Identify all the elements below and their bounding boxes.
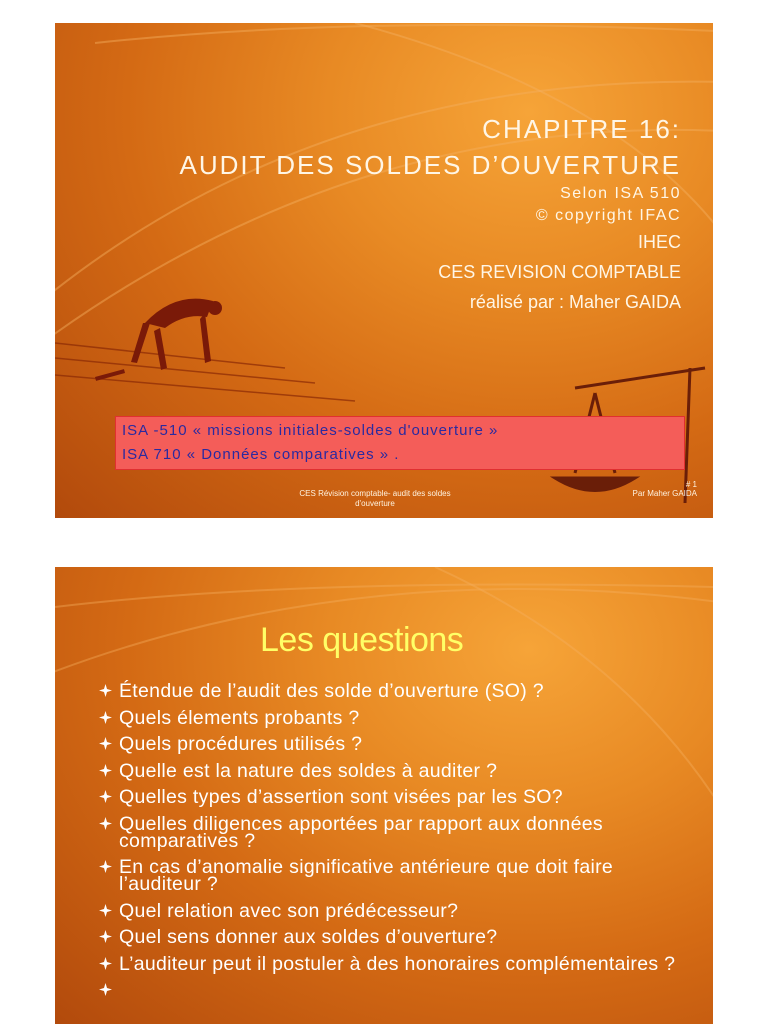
author-line: réalisé par : Maher GAIDA bbox=[469, 292, 681, 312]
question-text: Quelles types d’assertion sont visées par les SO? bbox=[119, 786, 563, 808]
isa-710-line: ISA 710 « Données comparatives » . bbox=[122, 446, 400, 463]
list-item bbox=[99, 680, 699, 702]
copyright-line: © copyright IFAC bbox=[535, 207, 681, 224]
isa-510-line: ISA -510 « missions initiales-soldes d'ouverture » bbox=[122, 422, 499, 439]
footer-author: Par Maher GAIDA bbox=[632, 489, 697, 498]
list-item bbox=[99, 759, 699, 782]
question-text: Quels élements probants ? bbox=[119, 706, 360, 729]
question-text: L’auditeur peut il postuler à des honoraires complémentaires ? bbox=[119, 952, 676, 975]
arrow-bullet-icon bbox=[99, 711, 112, 724]
list-item bbox=[99, 706, 699, 729]
standard-reference: Selon ISA 510 bbox=[560, 185, 681, 202]
arrow-bullet-icon bbox=[99, 930, 112, 943]
slide-footer-caption bbox=[255, 489, 495, 509]
arrow-bullet-icon bbox=[99, 957, 112, 970]
arrow-bullet-icon bbox=[99, 983, 112, 996]
title-slide bbox=[55, 23, 713, 518]
question-text: Quelle est la nature des soldes à auditer ? bbox=[119, 759, 498, 782]
question-text: Quel relation avec son prédécesseur? bbox=[119, 899, 459, 922]
arrow-bullet-icon bbox=[99, 764, 112, 777]
questions-slide bbox=[55, 567, 713, 1024]
list-item bbox=[99, 812, 699, 852]
question-text: Quel sens donner aux soldes d’ouverture? bbox=[119, 926, 498, 948]
arrow-bullet-icon bbox=[99, 790, 112, 803]
arrow-bullet-icon bbox=[99, 737, 112, 750]
arrow-bullet-icon bbox=[99, 860, 112, 873]
slide-number: # 1 bbox=[685, 480, 697, 489]
arrow-bullet-icon bbox=[99, 684, 112, 697]
question-text: Quels procédures utilisés ? bbox=[119, 733, 363, 755]
list-item bbox=[99, 786, 699, 808]
question-text: En cas d’anomalie significative antérieure que doit faire l’auditeur ? bbox=[119, 856, 614, 895]
chapter-title: CHAPITRE 16: bbox=[482, 114, 681, 144]
title-block bbox=[180, 111, 681, 317]
list-item bbox=[99, 952, 699, 975]
footer-caption-line2: d'ouverture bbox=[355, 499, 395, 508]
list-item bbox=[99, 899, 699, 922]
footer-caption-line1: CES Révision comptable- audit des soldes bbox=[299, 489, 451, 498]
list-item bbox=[99, 856, 699, 895]
question-text: Quelles diligences apportées par rapport aux données comparatives ? bbox=[119, 812, 603, 852]
slide-title: Les questions bbox=[260, 621, 464, 659]
questions-list bbox=[99, 680, 699, 982]
chapter-subject: AUDIT DES SOLDES D’OUVERTURE bbox=[179, 150, 681, 180]
arrow-bullet-icon bbox=[99, 817, 112, 830]
list-item bbox=[99, 733, 699, 755]
institution-name: IHEC bbox=[637, 232, 681, 252]
arrow-bullet-icon bbox=[99, 904, 112, 917]
list-item bbox=[99, 926, 699, 948]
isa-standards-box bbox=[115, 416, 685, 470]
question-text: Étendue de l’audit des solde d’ouverture (SO) ? bbox=[119, 680, 544, 702]
program-name: CES REVISION COMPTABLE bbox=[438, 262, 681, 282]
